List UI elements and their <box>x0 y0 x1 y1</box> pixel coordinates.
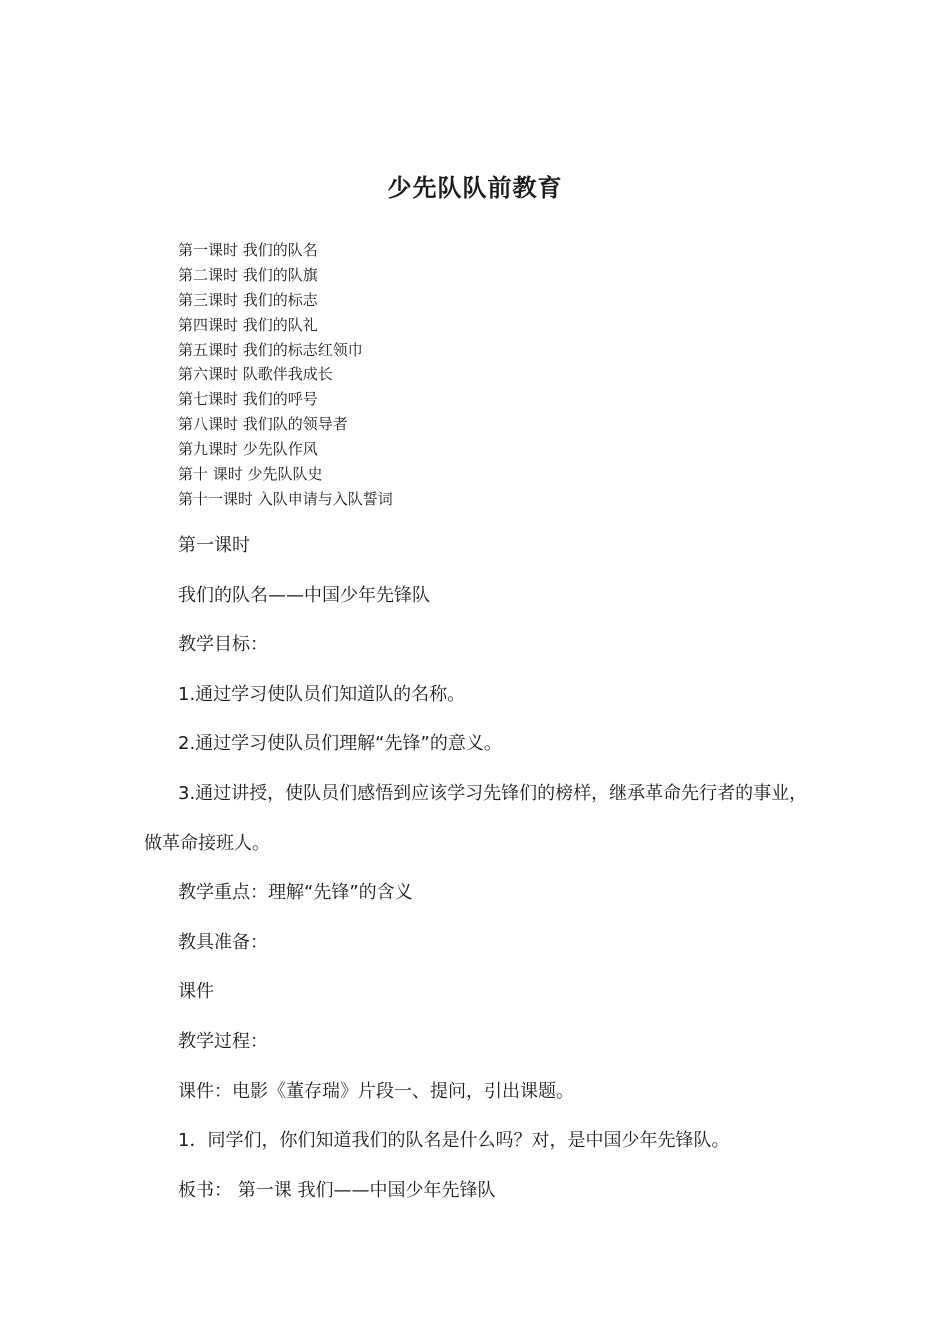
section-label-objectives: 教学目标： <box>178 634 268 656</box>
lesson-heading: 第一课时 <box>178 535 250 556</box>
toc-item: 第十 课时 少先队队史 <box>178 465 323 484</box>
toc-item: 第四课时 我们的队礼 <box>178 315 318 334</box>
section-label-materials: 教具准备： <box>178 931 268 953</box>
objective-item: 2.通过学习使队员们理解“先锋”的意义。 <box>178 733 502 755</box>
toc-item: 第八课时 我们队的领导者 <box>178 415 348 434</box>
toc-item: 第二课时 我们的队旗 <box>178 265 318 284</box>
table-of-contents <box>178 238 393 512</box>
objective-item: 3.通过讲授，使队员们感悟到应该学习先锋们的榜样，继承革命先行者的事业，做革命接班人。 <box>144 782 808 854</box>
toc-item: 第十一课时 入队申请与入队誓词 <box>178 489 393 508</box>
objective-item: 1.通过学习使队员们知道队的名称。 <box>178 683 466 705</box>
toc-item: 第六课时 队歌伴我成长 <box>178 365 333 384</box>
toc-item: 第七课时 我们的呼号 <box>178 390 318 409</box>
process-item: 课件：电影《董存瑞》片段一、提问，引出课题。 <box>178 1080 574 1102</box>
toc-item: 第一课时 我们的队名 <box>178 241 318 259</box>
document-title: 少先队队前教育 <box>387 174 563 203</box>
process-item: 1．同学们，你们知道我们的队名是什么吗？对，是中国少年先锋队。 <box>178 1130 730 1152</box>
section-label-process: 教学过程： <box>178 1030 268 1052</box>
lesson-subtitle: 我们的队名——中国少年先锋队 <box>178 584 430 606</box>
toc-item: 第三课时 我们的标志 <box>178 290 318 309</box>
lesson-body <box>144 521 824 1215</box>
key-point: 教学重点：理解“先锋”的含义 <box>178 882 413 904</box>
toc-item: 第五课时 我们的标志红领巾 <box>178 340 363 359</box>
materials-item: 课件 <box>178 981 214 1003</box>
toc-item: 第九课时 少先队作风 <box>178 440 318 459</box>
blackboard-note: 板书： 第一课 我们——中国少年先锋队 <box>178 1179 496 1201</box>
